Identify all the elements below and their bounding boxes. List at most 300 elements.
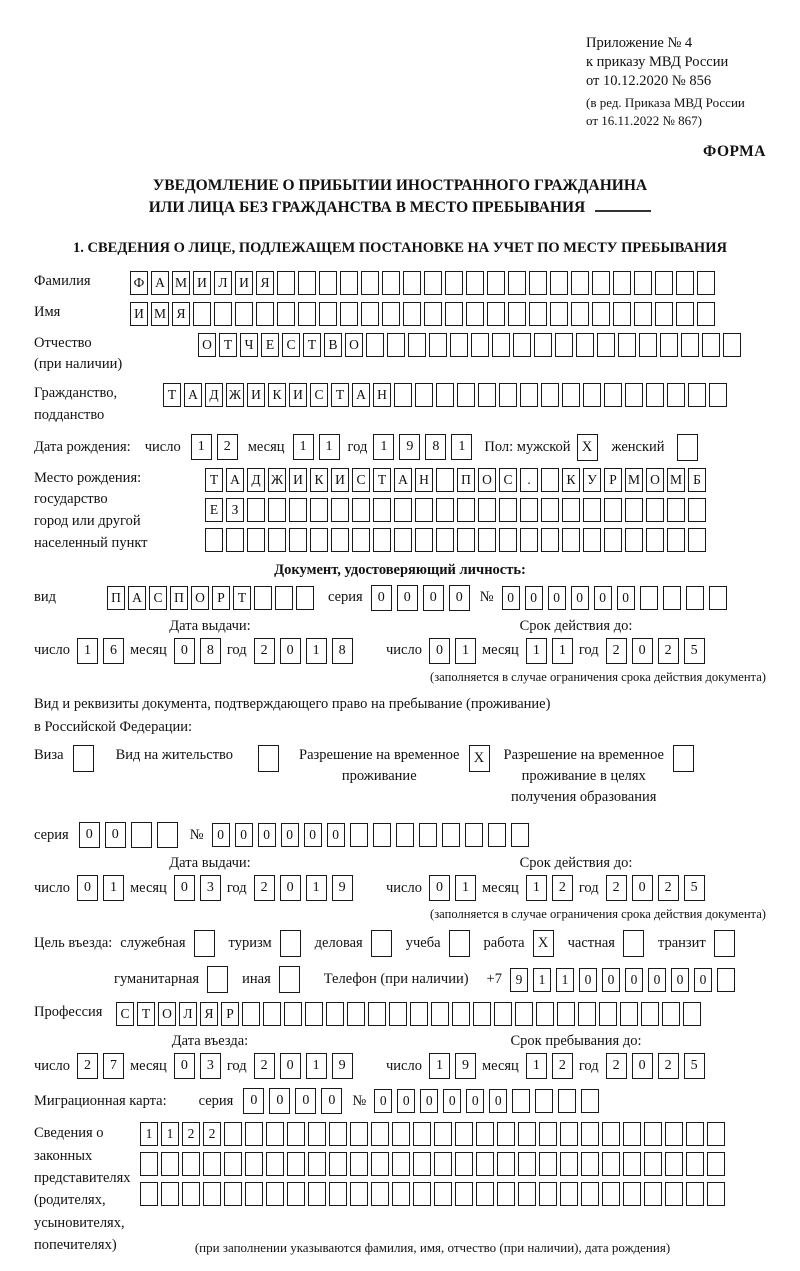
char-cell[interactable]	[466, 302, 484, 326]
birthplace-line2-input[interactable]	[205, 498, 706, 522]
char-cell[interactable]: И	[235, 271, 253, 295]
char-cell[interactable]	[571, 302, 589, 326]
permit-issue-month-input[interactable]	[174, 875, 221, 901]
doc-series-input[interactable]	[371, 585, 470, 611]
char-cell[interactable]	[329, 1182, 347, 1206]
char-cell[interactable]	[373, 498, 391, 522]
char-cell[interactable]	[319, 271, 337, 295]
char-cell[interactable]	[471, 333, 489, 357]
char-cell[interactable]: А	[394, 468, 412, 492]
char-cell[interactable]	[413, 1182, 431, 1206]
char-cell[interactable]	[382, 271, 400, 295]
char-cell[interactable]	[499, 528, 517, 552]
char-cell[interactable]: 0	[79, 822, 100, 848]
char-cell[interactable]: 1	[455, 638, 476, 664]
char-cell[interactable]	[329, 1152, 347, 1176]
char-cell[interactable]	[415, 498, 433, 522]
char-cell[interactable]	[578, 1002, 596, 1026]
char-cell[interactable]: 1	[191, 434, 212, 460]
char-cell[interactable]	[702, 333, 720, 357]
char-cell[interactable]	[455, 1122, 473, 1146]
char-cell[interactable]	[361, 302, 379, 326]
char-cell[interactable]	[639, 333, 657, 357]
profession-input[interactable]	[116, 1002, 701, 1026]
char-cell[interactable]	[497, 1152, 515, 1176]
char-cell[interactable]: 0	[304, 823, 322, 847]
char-cell[interactable]: С	[116, 1002, 134, 1026]
char-cell[interactable]	[203, 1152, 221, 1176]
char-cell[interactable]: 0	[295, 1088, 316, 1114]
purpose-private-checkbox[interactable]	[623, 930, 644, 957]
char-cell[interactable]: X	[577, 434, 598, 461]
char-cell[interactable]: А	[226, 468, 244, 492]
char-cell[interactable]: 1	[293, 434, 314, 460]
char-cell[interactable]: В	[324, 333, 342, 357]
char-cell[interactable]	[709, 383, 727, 407]
char-cell[interactable]	[445, 302, 463, 326]
char-cell[interactable]: Т	[137, 1002, 155, 1026]
birthplace-line1-input[interactable]	[205, 468, 706, 492]
char-cell[interactable]: Я	[256, 271, 274, 295]
char-cell[interactable]	[492, 333, 510, 357]
issue-day-input[interactable]	[77, 638, 124, 664]
char-cell[interactable]	[541, 528, 559, 552]
char-cell[interactable]	[686, 1182, 704, 1206]
char-cell[interactable]: Е	[205, 498, 223, 522]
char-cell[interactable]: 0	[489, 1089, 507, 1113]
char-cell[interactable]	[394, 383, 412, 407]
char-cell[interactable]	[394, 528, 412, 552]
representatives-line3-input[interactable]	[140, 1182, 725, 1206]
char-cell[interactable]: .	[520, 468, 538, 492]
char-cell[interactable]	[424, 302, 442, 326]
char-cell[interactable]	[319, 302, 337, 326]
char-cell[interactable]: 2	[606, 638, 627, 664]
char-cell[interactable]: Ф	[130, 271, 148, 295]
char-cell[interactable]	[131, 822, 152, 848]
char-cell[interactable]	[623, 1122, 641, 1146]
permit-expiry-month-input[interactable]	[526, 875, 573, 901]
char-cell[interactable]: 0	[243, 1088, 264, 1114]
char-cell[interactable]: А	[151, 271, 169, 295]
char-cell[interactable]: П	[457, 468, 475, 492]
char-cell[interactable]: Л	[214, 271, 232, 295]
char-cell[interactable]	[277, 302, 295, 326]
char-cell[interactable]	[308, 1152, 326, 1176]
char-cell[interactable]: 2	[606, 1053, 627, 1079]
char-cell[interactable]: И	[193, 271, 211, 295]
char-cell[interactable]: 0	[374, 1089, 392, 1113]
char-cell[interactable]: 0	[548, 586, 566, 610]
char-cell[interactable]	[473, 1002, 491, 1026]
char-cell[interactable]: 2	[77, 1053, 98, 1079]
char-cell[interactable]	[350, 1122, 368, 1146]
char-cell[interactable]	[667, 498, 685, 522]
char-cell[interactable]: Т	[233, 586, 251, 610]
char-cell[interactable]	[266, 1182, 284, 1206]
char-cell[interactable]	[683, 1002, 701, 1026]
char-cell[interactable]	[224, 1152, 242, 1176]
char-cell[interactable]	[242, 1002, 260, 1026]
char-cell[interactable]	[245, 1152, 263, 1176]
doc-number-input[interactable]	[502, 586, 727, 610]
char-cell[interactable]	[497, 1122, 515, 1146]
char-cell[interactable]: 0	[648, 968, 666, 992]
char-cell[interactable]: О	[646, 468, 664, 492]
char-cell[interactable]: М	[151, 302, 169, 326]
char-cell[interactable]: 8	[332, 638, 353, 664]
char-cell[interactable]	[686, 1152, 704, 1176]
char-cell[interactable]	[541, 468, 559, 492]
char-cell[interactable]	[515, 1002, 533, 1026]
char-cell[interactable]	[205, 528, 223, 552]
char-cell[interactable]: 2	[217, 434, 238, 460]
char-cell[interactable]: М	[625, 468, 643, 492]
char-cell[interactable]: О	[345, 333, 363, 357]
char-cell[interactable]: П	[107, 586, 125, 610]
char-cell[interactable]: 0	[77, 875, 98, 901]
purpose-transit-checkbox[interactable]	[714, 930, 735, 957]
char-cell[interactable]	[466, 271, 484, 295]
char-cell[interactable]	[644, 1152, 662, 1176]
char-cell[interactable]: Д	[247, 468, 265, 492]
char-cell[interactable]	[644, 1182, 662, 1206]
char-cell[interactable]: 1	[526, 1053, 547, 1079]
char-cell[interactable]: 0	[632, 638, 653, 664]
char-cell[interactable]	[494, 1002, 512, 1026]
char-cell[interactable]	[308, 1182, 326, 1206]
char-cell[interactable]	[539, 1152, 557, 1176]
char-cell[interactable]	[539, 1182, 557, 1206]
char-cell[interactable]	[392, 1182, 410, 1206]
char-cell[interactable]	[688, 383, 706, 407]
char-cell[interactable]: 0	[174, 1053, 195, 1079]
char-cell[interactable]: Б	[688, 468, 706, 492]
char-cell[interactable]	[686, 1122, 704, 1146]
char-cell[interactable]	[434, 1152, 452, 1176]
char-cell[interactable]: И	[289, 383, 307, 407]
purpose-study-checkbox[interactable]	[449, 930, 470, 957]
char-cell[interactable]: 1	[306, 1053, 327, 1079]
representatives-line2-input[interactable]	[140, 1152, 725, 1176]
char-cell[interactable]	[387, 333, 405, 357]
char-cell[interactable]: 0	[429, 875, 450, 901]
char-cell[interactable]: 2	[658, 1053, 679, 1079]
char-cell[interactable]	[452, 1002, 470, 1026]
char-cell[interactable]	[555, 333, 573, 357]
char-cell[interactable]	[392, 1152, 410, 1176]
char-cell[interactable]: 6	[103, 638, 124, 664]
char-cell[interactable]: 1	[451, 434, 472, 460]
char-cell[interactable]	[368, 1002, 386, 1026]
char-cell[interactable]	[667, 528, 685, 552]
char-cell[interactable]	[424, 271, 442, 295]
char-cell[interactable]	[581, 1089, 599, 1113]
char-cell[interactable]	[436, 528, 454, 552]
char-cell[interactable]	[226, 528, 244, 552]
char-cell[interactable]	[550, 302, 568, 326]
char-cell[interactable]: М	[667, 468, 685, 492]
char-cell[interactable]: 2	[182, 1122, 200, 1146]
char-cell[interactable]: 5	[684, 1053, 705, 1079]
char-cell[interactable]: 2	[552, 875, 573, 901]
char-cell[interactable]: 1	[429, 1053, 450, 1079]
char-cell[interactable]: 0	[327, 823, 345, 847]
char-cell[interactable]	[714, 930, 735, 957]
char-cell[interactable]	[371, 1122, 389, 1146]
char-cell[interactable]: 0	[429, 638, 450, 664]
char-cell[interactable]	[436, 383, 454, 407]
char-cell[interactable]: 1	[552, 638, 573, 664]
char-cell[interactable]: С	[352, 468, 370, 492]
char-cell[interactable]	[457, 498, 475, 522]
char-cell[interactable]	[499, 498, 517, 522]
char-cell[interactable]: Т	[331, 383, 349, 407]
char-cell[interactable]: Р	[212, 586, 230, 610]
char-cell[interactable]: 0	[579, 968, 597, 992]
char-cell[interactable]	[193, 302, 211, 326]
permit-expiry-year-input[interactable]	[606, 875, 705, 901]
char-cell[interactable]	[581, 1182, 599, 1206]
patronymic-input[interactable]	[198, 333, 741, 357]
char-cell[interactable]: X	[533, 930, 554, 957]
char-cell[interactable]	[268, 498, 286, 522]
sex-male-checkbox[interactable]	[577, 434, 598, 461]
char-cell[interactable]: Ж	[268, 468, 286, 492]
char-cell[interactable]: С	[282, 333, 300, 357]
char-cell[interactable]: 0	[423, 585, 444, 611]
char-cell[interactable]	[305, 1002, 323, 1026]
char-cell[interactable]	[583, 528, 601, 552]
char-cell[interactable]	[308, 1122, 326, 1146]
char-cell[interactable]	[140, 1182, 158, 1206]
char-cell[interactable]	[634, 271, 652, 295]
char-cell[interactable]	[258, 745, 279, 772]
char-cell[interactable]	[436, 468, 454, 492]
char-cell[interactable]	[562, 498, 580, 522]
char-cell[interactable]: 7	[103, 1053, 124, 1079]
char-cell[interactable]	[723, 333, 741, 357]
char-cell[interactable]	[298, 302, 316, 326]
char-cell[interactable]	[350, 823, 368, 847]
char-cell[interactable]	[203, 1182, 221, 1206]
char-cell[interactable]	[604, 528, 622, 552]
char-cell[interactable]	[655, 271, 673, 295]
char-cell[interactable]	[512, 1089, 530, 1113]
char-cell[interactable]: 8	[425, 434, 446, 460]
char-cell[interactable]	[535, 1089, 553, 1113]
char-cell[interactable]	[434, 1122, 452, 1146]
purpose-tourism-checkbox[interactable]	[280, 930, 301, 957]
char-cell[interactable]: И	[130, 302, 148, 326]
char-cell[interactable]	[518, 1152, 536, 1176]
char-cell[interactable]	[665, 1152, 683, 1176]
char-cell[interactable]	[613, 271, 631, 295]
char-cell[interactable]	[620, 1002, 638, 1026]
char-cell[interactable]	[623, 1152, 641, 1176]
char-cell[interactable]	[634, 302, 652, 326]
char-cell[interactable]	[488, 823, 506, 847]
char-cell[interactable]	[599, 1002, 617, 1026]
char-cell[interactable]: А	[352, 383, 370, 407]
char-cell[interactable]: И	[331, 468, 349, 492]
char-cell[interactable]	[279, 966, 300, 993]
visa-checkbox[interactable]	[73, 745, 94, 772]
char-cell[interactable]: 0	[571, 586, 589, 610]
stay-year-input[interactable]	[606, 1053, 705, 1079]
char-cell[interactable]	[602, 1152, 620, 1176]
char-cell[interactable]	[592, 271, 610, 295]
char-cell[interactable]	[331, 498, 349, 522]
char-cell[interactable]: 0	[174, 638, 195, 664]
char-cell[interactable]	[513, 333, 531, 357]
char-cell[interactable]	[161, 1152, 179, 1176]
char-cell[interactable]	[366, 333, 384, 357]
residence-permit-checkbox[interactable]	[258, 745, 279, 772]
char-cell[interactable]: Р	[221, 1002, 239, 1026]
char-cell[interactable]: С	[499, 468, 517, 492]
char-cell[interactable]: С	[149, 586, 167, 610]
char-cell[interactable]: А	[184, 383, 202, 407]
surname-input[interactable]	[130, 271, 715, 295]
char-cell[interactable]	[534, 333, 552, 357]
char-cell[interactable]	[382, 302, 400, 326]
char-cell[interactable]	[247, 498, 265, 522]
char-cell[interactable]: К	[562, 468, 580, 492]
char-cell[interactable]: Н	[415, 468, 433, 492]
char-cell[interactable]: 0	[694, 968, 712, 992]
char-cell[interactable]	[373, 823, 391, 847]
citizenship-input[interactable]	[163, 383, 727, 407]
char-cell[interactable]: И	[247, 383, 265, 407]
purpose-official-checkbox[interactable]	[194, 930, 215, 957]
char-cell[interactable]: 0	[602, 968, 620, 992]
char-cell[interactable]: 1	[140, 1122, 158, 1146]
char-cell[interactable]	[182, 1152, 200, 1176]
char-cell[interactable]	[602, 1122, 620, 1146]
char-cell[interactable]	[697, 302, 715, 326]
char-cell[interactable]	[597, 333, 615, 357]
char-cell[interactable]	[373, 528, 391, 552]
char-cell[interactable]: 0	[280, 875, 301, 901]
char-cell[interactable]: 2	[658, 875, 679, 901]
char-cell[interactable]	[408, 333, 426, 357]
char-cell[interactable]	[644, 1122, 662, 1146]
stay-day-input[interactable]	[429, 1053, 476, 1079]
char-cell[interactable]: 0	[671, 968, 689, 992]
char-cell[interactable]	[623, 930, 644, 957]
expiry-day-input[interactable]	[429, 638, 476, 664]
birth-month-input[interactable]	[293, 434, 340, 460]
char-cell[interactable]	[520, 383, 538, 407]
char-cell[interactable]	[707, 1152, 725, 1176]
char-cell[interactable]: X	[469, 745, 490, 772]
issue-year-input[interactable]	[254, 638, 353, 664]
char-cell[interactable]	[429, 333, 447, 357]
char-cell[interactable]: О	[198, 333, 216, 357]
char-cell[interactable]	[623, 1182, 641, 1206]
char-cell[interactable]: Т	[219, 333, 237, 357]
char-cell[interactable]	[449, 930, 470, 957]
char-cell[interactable]: 1	[526, 638, 547, 664]
sex-female-checkbox[interactable]	[677, 434, 698, 461]
purpose-other-checkbox[interactable]	[279, 966, 300, 993]
permit-number-input[interactable]	[212, 823, 529, 847]
char-cell[interactable]	[403, 271, 421, 295]
char-cell[interactable]	[562, 383, 580, 407]
char-cell[interactable]: Я	[172, 302, 190, 326]
char-cell[interactable]	[419, 823, 437, 847]
char-cell[interactable]	[371, 930, 392, 957]
char-cell[interactable]: 3	[200, 1053, 221, 1079]
char-cell[interactable]	[256, 302, 274, 326]
char-cell[interactable]: 1	[533, 968, 551, 992]
char-cell[interactable]	[403, 302, 421, 326]
char-cell[interactable]	[676, 271, 694, 295]
char-cell[interactable]	[331, 528, 349, 552]
char-cell[interactable]: 2	[203, 1122, 221, 1146]
char-cell[interactable]	[660, 333, 678, 357]
char-cell[interactable]	[347, 1002, 365, 1026]
char-cell[interactable]	[641, 1002, 659, 1026]
char-cell[interactable]	[560, 1152, 578, 1176]
expiry-year-input[interactable]	[606, 638, 705, 664]
char-cell[interactable]	[583, 383, 601, 407]
char-cell[interactable]	[394, 498, 412, 522]
char-cell[interactable]	[673, 745, 694, 772]
char-cell[interactable]: 1	[556, 968, 574, 992]
char-cell[interactable]: 0	[443, 1089, 461, 1113]
char-cell[interactable]	[326, 1002, 344, 1026]
char-cell[interactable]	[284, 1002, 302, 1026]
char-cell[interactable]: А	[128, 586, 146, 610]
char-cell[interactable]: 0	[105, 822, 126, 848]
char-cell[interactable]: 0	[397, 585, 418, 611]
char-cell[interactable]	[235, 302, 253, 326]
char-cell[interactable]	[182, 1182, 200, 1206]
char-cell[interactable]	[457, 383, 475, 407]
char-cell[interactable]	[413, 1122, 431, 1146]
char-cell[interactable]	[194, 930, 215, 957]
char-cell[interactable]	[625, 383, 643, 407]
temp-permit-checkbox[interactable]	[469, 745, 490, 772]
char-cell[interactable]: Т	[303, 333, 321, 357]
char-cell[interactable]	[266, 1122, 284, 1146]
char-cell[interactable]	[478, 383, 496, 407]
permit-issue-day-input[interactable]	[77, 875, 124, 901]
char-cell[interactable]: 0	[466, 1089, 484, 1113]
char-cell[interactable]: 9	[332, 1053, 353, 1079]
char-cell[interactable]: 1	[103, 875, 124, 901]
char-cell[interactable]	[445, 271, 463, 295]
char-cell[interactable]	[539, 1122, 557, 1146]
char-cell[interactable]: С	[310, 383, 328, 407]
char-cell[interactable]	[161, 1182, 179, 1206]
char-cell[interactable]: Ч	[240, 333, 258, 357]
char-cell[interactable]	[707, 1122, 725, 1146]
char-cell[interactable]	[140, 1152, 158, 1176]
char-cell[interactable]: 9	[510, 968, 528, 992]
char-cell[interactable]: Я	[200, 1002, 218, 1026]
birthplace-line3-input[interactable]	[205, 528, 706, 552]
char-cell[interactable]: 9	[455, 1053, 476, 1079]
char-cell[interactable]	[663, 586, 681, 610]
char-cell[interactable]	[207, 966, 228, 993]
char-cell[interactable]	[431, 1002, 449, 1026]
char-cell[interactable]: 0	[525, 586, 543, 610]
char-cell[interactable]	[646, 498, 664, 522]
char-cell[interactable]	[361, 271, 379, 295]
